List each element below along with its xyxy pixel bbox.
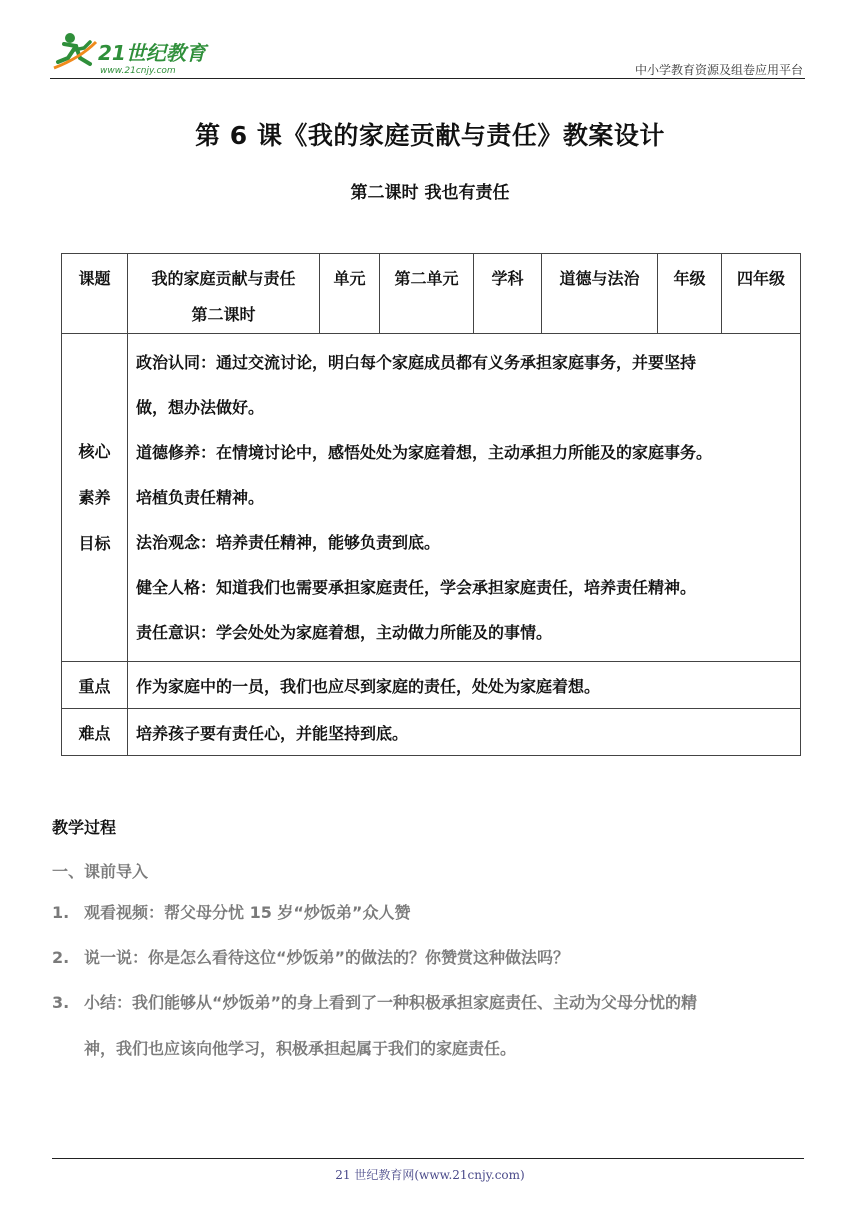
difficulty-label: 难点	[62, 709, 128, 756]
core-goal-line: 培植负责任精神。	[136, 488, 265, 507]
course-label: 课题	[62, 254, 128, 334]
list-item	[52, 980, 698, 1072]
list-item	[52, 935, 570, 981]
footer-divider	[52, 1158, 804, 1159]
core-label-line1: 核心	[78, 441, 111, 461]
core-goal-line: 政治认同：通过交流讨论，明白每个家庭成员都有义务承担家庭事务，并要坚持	[136, 353, 697, 372]
document-subtitle: 第二课时 我也有责任	[350, 183, 510, 203]
item-number: 2.	[52, 948, 70, 967]
core-goal-line: 责任意识：学会处处为家庭着想，主动做力所能及的事情。	[136, 623, 553, 642]
platform-tagline: 中小学教育资源及组卷应用平台	[634, 63, 803, 77]
course-value-line2: 第二课时	[191, 305, 256, 324]
course-value-line1: 我的家庭贡献与责任	[151, 269, 296, 288]
logo-text: 21世纪教育	[98, 41, 206, 65]
list-item	[52, 890, 411, 936]
course-value	[128, 254, 320, 334]
subject-label: 学科	[474, 254, 542, 334]
logo	[50, 28, 220, 78]
footer-text: 21 世纪教育网(www.21cnjy.com)	[335, 1168, 525, 1182]
key-point-value: 作为家庭中的一员，我们也应尽到家庭的责任，处处为家庭着想。	[128, 662, 801, 709]
unit-value: 第二单元	[380, 254, 474, 334]
lesson-info-table	[61, 253, 801, 756]
process-heading: 教学过程	[52, 818, 117, 837]
difficulty-value: 培养孩子要有责任心，并能坚持到底。	[128, 709, 801, 756]
core-goal-line: 做，想办法做好。	[136, 398, 265, 417]
item-text-line2: 神，我们也应该向他学习，积极承担起属于我们的家庭责任。	[84, 1039, 517, 1058]
core-label-line3: 目标	[78, 533, 111, 553]
core-goals-label	[62, 334, 128, 662]
grade-value: 四年级	[722, 254, 801, 334]
core-label-line2: 素养	[78, 487, 111, 507]
item-number: 3.	[52, 993, 70, 1012]
item-number: 1.	[52, 903, 70, 922]
subject-value: 道德与法治	[542, 254, 658, 334]
core-goal-line: 道德修养：在情境讨论中，感悟处处为家庭着想，主动承担力所能及的家庭事务。	[136, 443, 713, 462]
item-text-line1: 小结：我们能够从“炒饭弟”的身上看到了一种积极承担家庭责任、主动为父母分忧的精	[84, 993, 698, 1012]
grade-label: 年级	[658, 254, 722, 334]
core-goal-line: 健全人格：知道我们也需要承担家庭责任，学会承担家庭责任，培养责任精神。	[136, 578, 697, 597]
document-title: 第 6 课《我的家庭贡献与责任》教案设计	[195, 121, 665, 150]
unit-label: 单元	[320, 254, 380, 334]
header-divider	[50, 78, 805, 79]
key-point-label: 重点	[62, 662, 128, 709]
core-goal-line: 法治观念：培养责任精神，能够负责到底。	[136, 533, 441, 552]
core-goals-content	[128, 334, 801, 662]
item-text	[84, 980, 814, 1072]
section-heading: 一、课前导入	[52, 862, 149, 881]
item-text: 观看视频：帮父母分忧 15 岁“炒饭弟”众人赞	[84, 903, 411, 922]
logo-url: www.21cnjy.com	[100, 66, 176, 76]
item-text: 说一说：你是怎么看待这位“炒饭弟”的做法的？你赞赏这种做法吗？	[84, 948, 570, 967]
page-header	[50, 28, 805, 80]
